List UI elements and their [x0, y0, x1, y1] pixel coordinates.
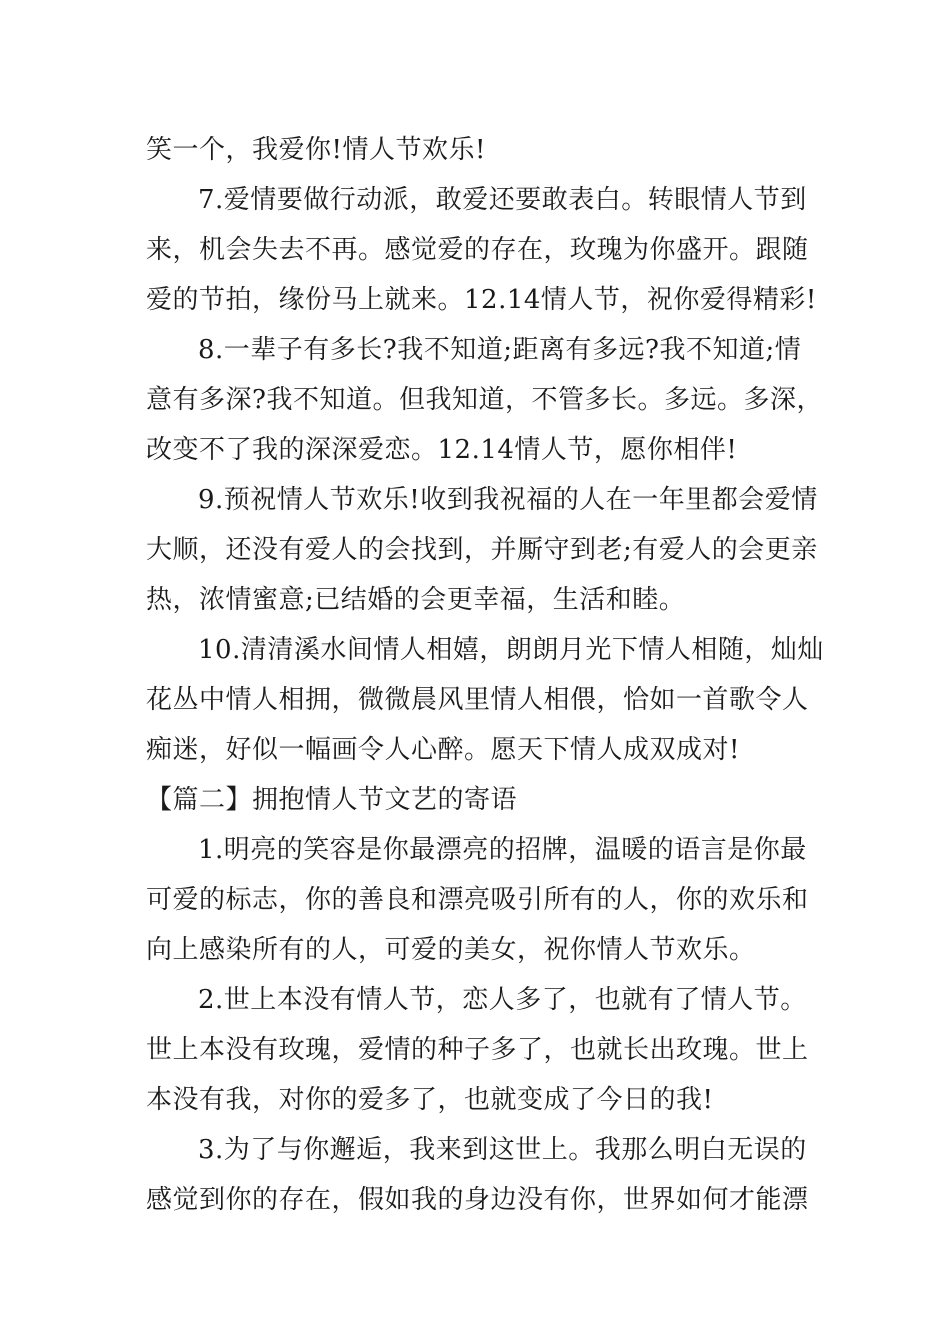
- text-line: 意有多深?我不知道。但我知道，不管多长。多远。多深，: [146, 385, 823, 415]
- text-line: 10.清清溪水间情人相嬉，朗朗月光下情人相随，灿灿: [198, 635, 824, 665]
- text-line: 花丛中情人相拥，微微晨风里情人相偎，恰如一首歌令人: [146, 685, 809, 715]
- text-line: 向上感染所有的人，可爱的美女，祝你情人节欢乐。: [146, 935, 756, 965]
- text-line: 大顺，还没有爱人的会找到，并厮守到老;有爱人的会更亲: [146, 535, 818, 565]
- text-line: 笑一个，我爱你!情人节欢乐!: [146, 135, 486, 165]
- text-line: 9.预祝情人节欢乐!收到我祝福的人在一年里都会爱情: [198, 485, 818, 515]
- text-line: 爱的节拍，缘份马上就来。12.14情人节，祝你爱得精彩!: [146, 285, 817, 315]
- text-line: 可爱的标志，你的善良和漂亮吸引所有的人，你的欢乐和: [146, 885, 809, 915]
- text-line: 世上本没有玫瑰，爱情的种子多了，也就长出玫瑰。世上: [146, 1035, 809, 1065]
- text-line: 感觉到你的存在，假如我的身边没有你，世界如何才能漂: [146, 1185, 809, 1215]
- text-line: 3.为了与你邂逅，我来到这世上。我那么明白无误的: [198, 1135, 807, 1165]
- section-heading: 【篇二】拥抱情人节文艺的寄语: [146, 785, 518, 815]
- text-line: 痴迷，好似一幅画令人心醉。愿天下情人成双成对!: [146, 735, 740, 765]
- text-line: 8.一辈子有多长?我不知道;距离有多远?我不知道;情: [198, 335, 802, 365]
- text-line: 2.世上本没有情人节，恋人多了，也就有了情人节。: [198, 985, 807, 1015]
- text-line: 改变不了我的深深爱恋。12.14情人节，愿你相伴!: [146, 435, 738, 465]
- text-line: 本没有我，对你的爱多了，也就变成了今日的我!: [146, 1085, 714, 1115]
- text-line: 7.爱情要做行动派，敢爱还要敢表白。转眼情人节到: [198, 185, 807, 215]
- text-line: 1.明亮的笑容是你最漂亮的招牌，温暖的语言是你最: [198, 835, 807, 865]
- text-line: 来，机会失去不再。感觉爱的存在，玫瑰为你盛开。跟随: [146, 235, 809, 265]
- text-line: 热，浓情蜜意;已结婚的会更幸福，生活和睦。: [146, 585, 686, 615]
